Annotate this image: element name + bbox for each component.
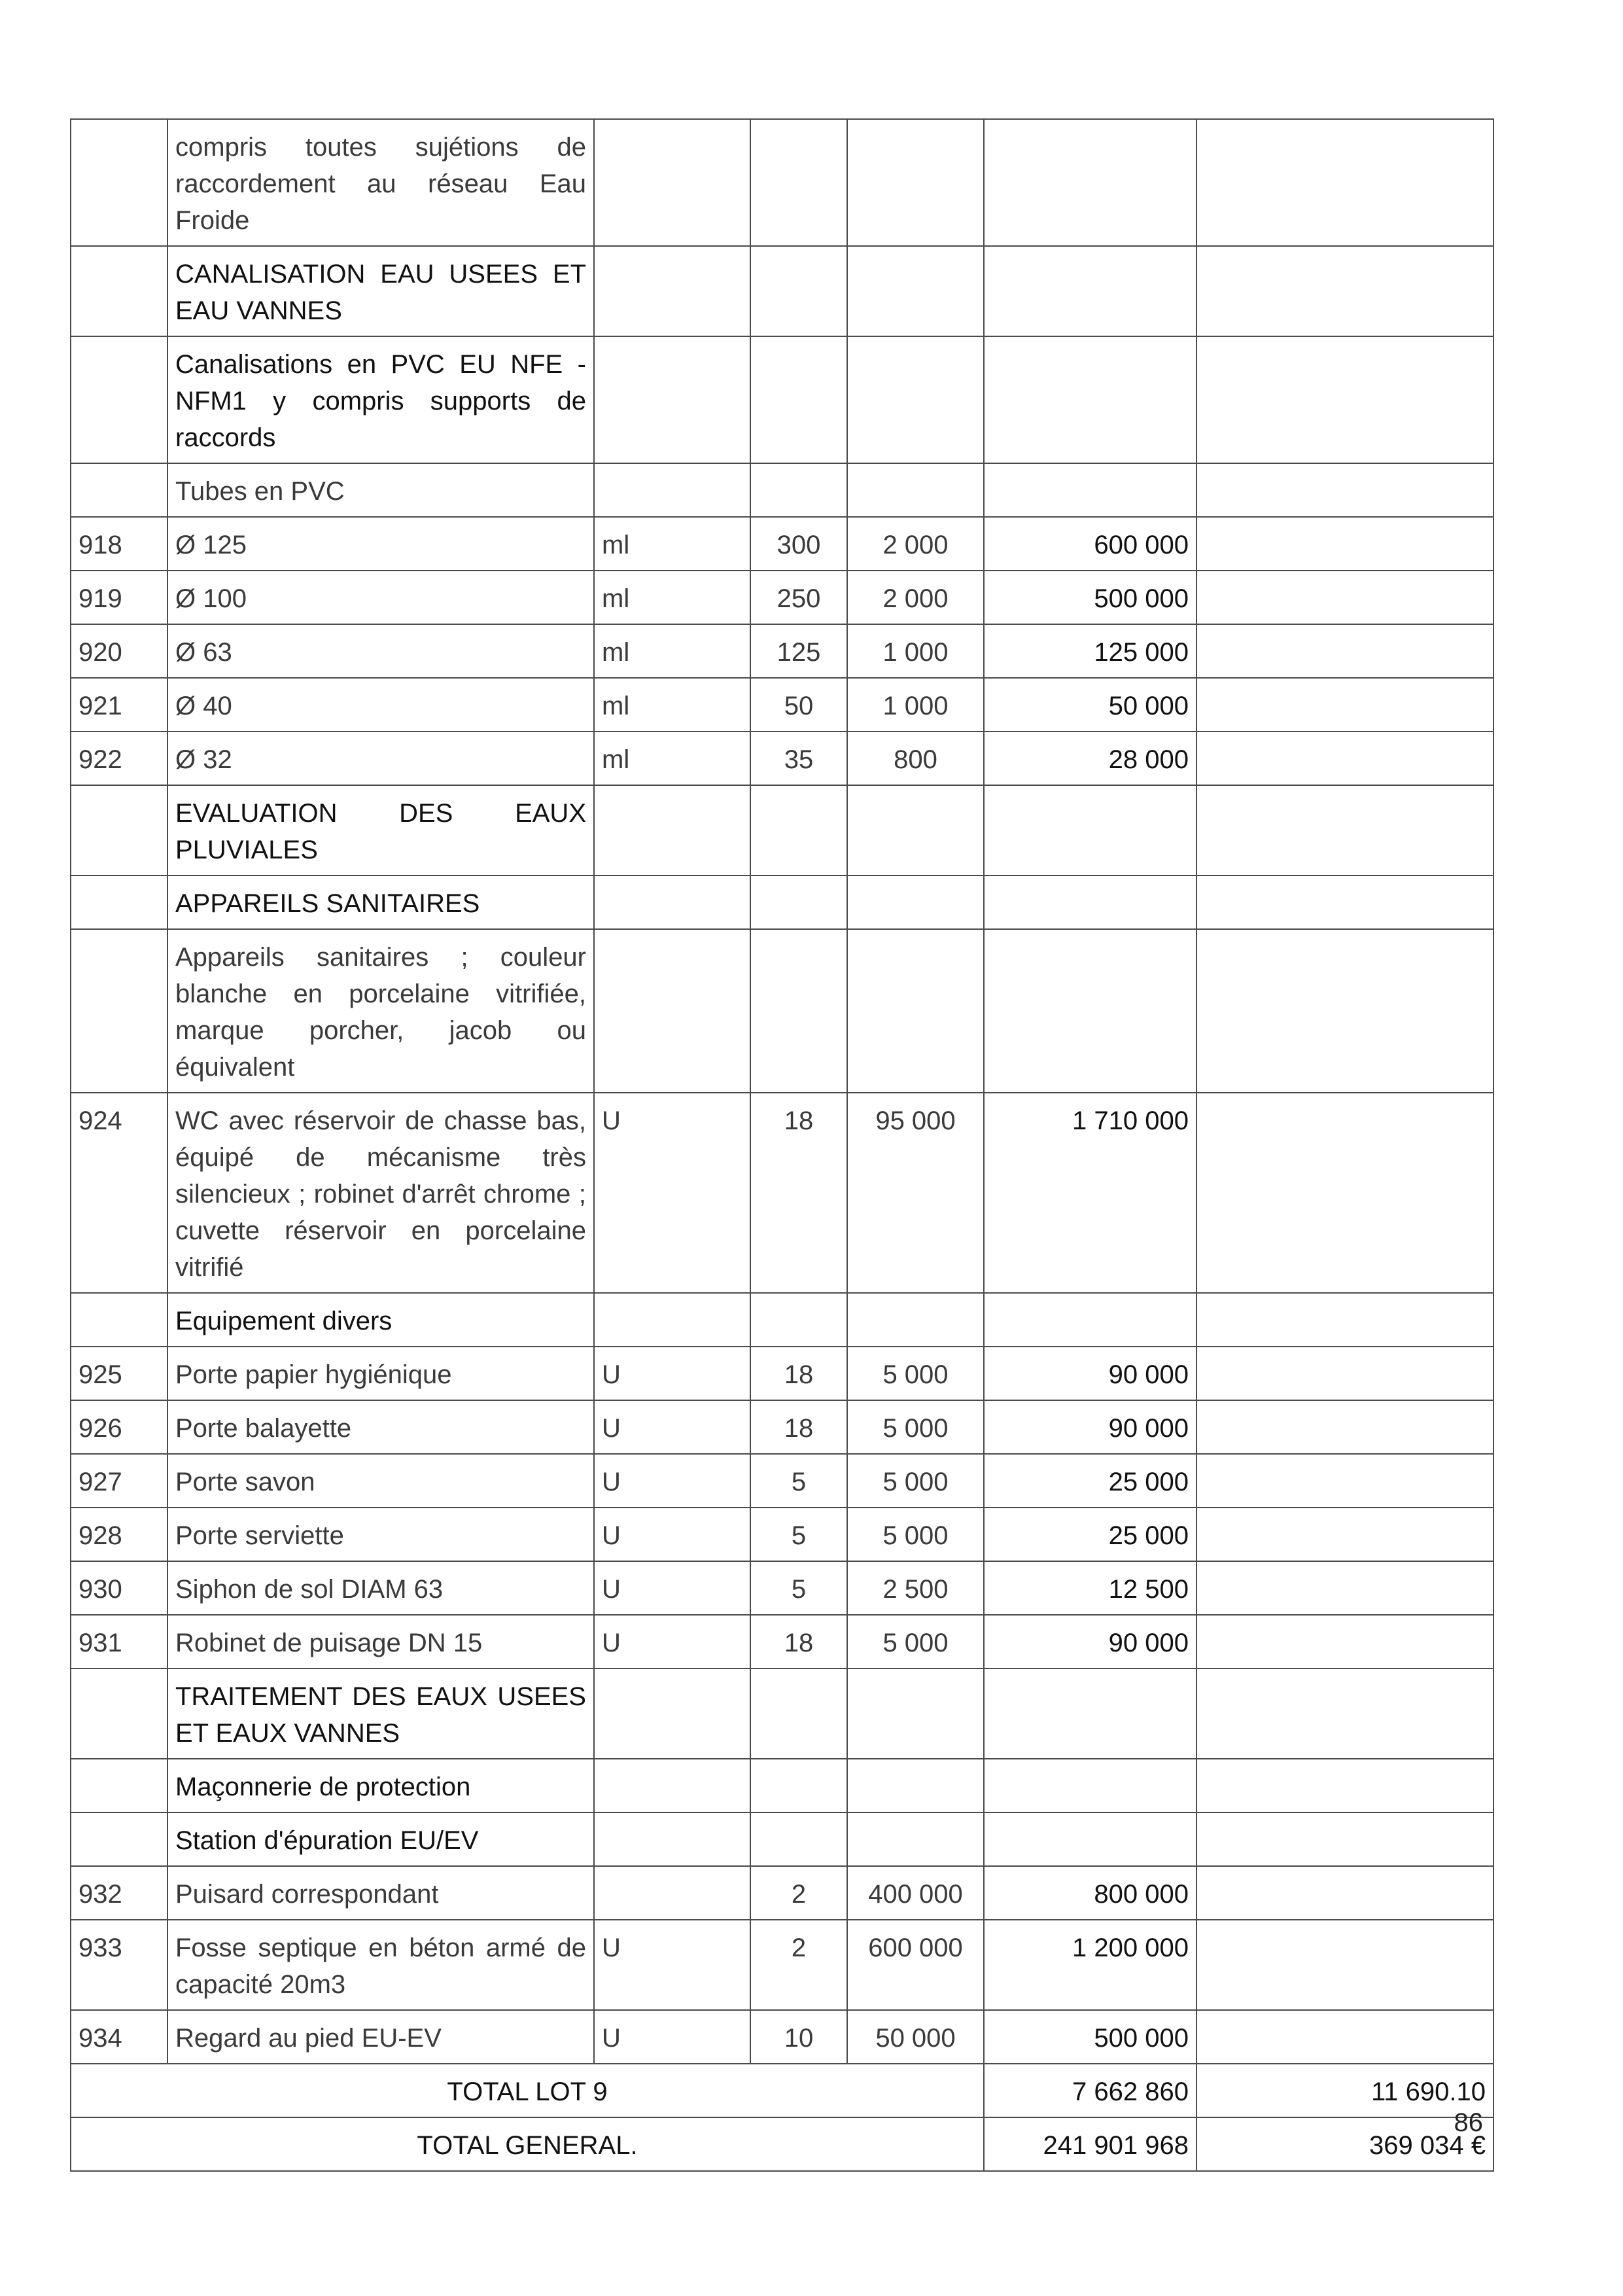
item-quantity: 10 — [750, 2010, 847, 2064]
item-quantity: 50 — [750, 678, 847, 732]
item-number: 933 — [71, 1920, 167, 2010]
item-quantity: 18 — [750, 1400, 847, 1454]
item-description: compris toutes sujétions de raccordement au réseau Eau Froide — [167, 119, 594, 246]
item-amount-euro — [1196, 246, 1493, 336]
item-amount — [984, 463, 1196, 517]
item-amount-euro — [1196, 732, 1493, 785]
item-amount-euro — [1196, 929, 1493, 1093]
item-number: 922 — [71, 732, 167, 785]
item-description: Ø 32 — [167, 732, 594, 785]
table-row — [71, 517, 1493, 571]
item-amount: 28 000 — [984, 732, 1196, 785]
item-unit — [594, 785, 750, 875]
item-description: Maçonnerie de protection — [167, 1759, 594, 1812]
item-amount: 12 500 — [984, 1561, 1196, 1615]
table-body — [71, 119, 1493, 2171]
item-amount-euro — [1196, 1812, 1493, 1866]
item-number — [71, 336, 167, 463]
item-number: 919 — [71, 571, 167, 624]
table-row — [71, 1561, 1493, 1615]
item-unit-price: 5 000 — [847, 1347, 984, 1400]
item-amount: 1 200 000 — [984, 1920, 1196, 2010]
item-amount: 50 000 — [984, 678, 1196, 732]
total-label: TOTAL GENERAL. — [71, 2117, 984, 2171]
item-description: Equipement divers — [167, 1293, 594, 1347]
item-unit-price — [847, 875, 984, 929]
table-row — [71, 1093, 1493, 1293]
total-amount-euro: 11 690.10 — [1196, 2064, 1493, 2117]
item-amount-euro — [1196, 571, 1493, 624]
item-unit-price: 50 000 — [847, 2010, 984, 2064]
item-description: Ø 63 — [167, 624, 594, 678]
table-row — [71, 1508, 1493, 1561]
item-amount: 25 000 — [984, 1454, 1196, 1508]
item-unit — [594, 1812, 750, 1866]
item-amount: 125 000 — [984, 624, 1196, 678]
item-unit: U — [594, 1615, 750, 1669]
item-unit-price — [847, 336, 984, 463]
item-quantity — [750, 463, 847, 517]
item-quantity: 18 — [750, 1615, 847, 1669]
item-quantity — [750, 875, 847, 929]
item-amount — [984, 119, 1196, 246]
table-row — [71, 1920, 1493, 2010]
item-amount: 800 000 — [984, 1866, 1196, 1920]
item-description: Porte serviette — [167, 1508, 594, 1561]
item-quantity — [750, 119, 847, 246]
table-row — [71, 929, 1493, 1093]
item-amount — [984, 929, 1196, 1093]
item-unit-price: 1 000 — [847, 624, 984, 678]
item-number — [71, 1293, 167, 1347]
item-amount-euro — [1196, 1347, 1493, 1400]
item-description: CANALISATION EAU USEES ET EAU VANNES — [167, 246, 594, 336]
item-unit: ml — [594, 571, 750, 624]
total-row — [71, 2064, 1493, 2117]
table-row — [71, 2010, 1493, 2064]
item-quantity: 5 — [750, 1561, 847, 1615]
item-amount-euro — [1196, 336, 1493, 463]
item-unit: U — [594, 1508, 750, 1561]
item-amount — [984, 1812, 1196, 1866]
item-description: Porte balayette — [167, 1400, 594, 1454]
item-description: Siphon de sol DIAM 63 — [167, 1561, 594, 1615]
item-amount — [984, 875, 1196, 929]
item-amount-euro — [1196, 1866, 1493, 1920]
item-number: 925 — [71, 1347, 167, 1400]
item-number — [71, 246, 167, 336]
item-amount-euro — [1196, 624, 1493, 678]
table-row — [71, 1866, 1493, 1920]
item-quantity — [750, 1759, 847, 1812]
table-row — [71, 246, 1493, 336]
table-row — [71, 571, 1493, 624]
item-amount-euro — [1196, 1093, 1493, 1293]
item-amount — [984, 1669, 1196, 1759]
table-row — [71, 1812, 1493, 1866]
item-quantity — [750, 1812, 847, 1866]
table-row — [71, 1615, 1493, 1669]
item-unit-price: 2 000 — [847, 517, 984, 571]
item-unit: U — [594, 1400, 750, 1454]
item-amount-euro — [1196, 1561, 1493, 1615]
item-description: Tubes en PVC — [167, 463, 594, 517]
item-quantity: 300 — [750, 517, 847, 571]
item-number — [71, 1759, 167, 1812]
item-unit: U — [594, 1347, 750, 1400]
item-number — [71, 1669, 167, 1759]
item-unit — [594, 463, 750, 517]
item-unit: U — [594, 2010, 750, 2064]
item-quantity — [750, 929, 847, 1093]
item-amount: 90 000 — [984, 1615, 1196, 1669]
item-unit-price: 400 000 — [847, 1866, 984, 1920]
item-unit-price — [847, 1759, 984, 1812]
item-unit — [594, 336, 750, 463]
item-amount: 25 000 — [984, 1508, 1196, 1561]
item-unit: U — [594, 1454, 750, 1508]
item-description: WC avec réservoir de chasse bas, équipé de mécanisme très silencieux ; robinet d'arrêt chrome ; cuvette réservoir en porcelaine vitrifié — [167, 1093, 594, 1293]
item-unit — [594, 929, 750, 1093]
table-row — [71, 336, 1493, 463]
item-amount — [984, 246, 1196, 336]
item-amount-euro — [1196, 517, 1493, 571]
item-number: 930 — [71, 1561, 167, 1615]
total-amount: 241 901 968 — [984, 2117, 1196, 2171]
item-amount: 600 000 — [984, 517, 1196, 571]
item-number: 924 — [71, 1093, 167, 1293]
item-amount-euro — [1196, 1508, 1493, 1561]
item-unit-price: 2 500 — [847, 1561, 984, 1615]
item-number — [71, 119, 167, 246]
item-amount: 90 000 — [984, 1400, 1196, 1454]
item-unit-price — [847, 1293, 984, 1347]
item-number: 926 — [71, 1400, 167, 1454]
item-amount — [984, 1759, 1196, 1812]
item-unit-price: 1 000 — [847, 678, 984, 732]
item-unit-price: 5 000 — [847, 1508, 984, 1561]
item-quantity — [750, 1669, 847, 1759]
item-amount — [984, 336, 1196, 463]
item-description: Ø 100 — [167, 571, 594, 624]
item-unit-price — [847, 929, 984, 1093]
table-row — [71, 785, 1493, 875]
item-unit-price — [847, 785, 984, 875]
item-description: Robinet de puisage DN 15 — [167, 1615, 594, 1669]
item-number — [71, 463, 167, 517]
item-quantity — [750, 1293, 847, 1347]
item-number: 918 — [71, 517, 167, 571]
item-quantity — [750, 785, 847, 875]
table-row — [71, 1759, 1493, 1812]
total-label: TOTAL LOT 9 — [71, 2064, 984, 2117]
item-unit-price: 5 000 — [847, 1615, 984, 1669]
table-row — [71, 732, 1493, 785]
item-amount-euro — [1196, 1615, 1493, 1669]
table-row — [71, 463, 1493, 517]
item-number — [71, 875, 167, 929]
item-amount — [984, 1293, 1196, 1347]
item-amount-euro — [1196, 463, 1493, 517]
item-unit-price: 600 000 — [847, 1920, 984, 2010]
item-unit-price: 95 000 — [847, 1093, 984, 1293]
table-row — [71, 1347, 1493, 1400]
item-amount-euro — [1196, 1454, 1493, 1508]
item-description: Puisard correspondant — [167, 1866, 594, 1920]
total-amount-euro: 369 034 € — [1196, 2117, 1493, 2171]
total-row — [71, 2117, 1493, 2171]
item-unit-price — [847, 246, 984, 336]
item-number — [71, 929, 167, 1093]
item-quantity: 35 — [750, 732, 847, 785]
total-amount: 7 662 860 — [984, 2064, 1196, 2117]
item-unit — [594, 119, 750, 246]
item-amount-euro — [1196, 678, 1493, 732]
item-unit-price — [847, 1669, 984, 1759]
item-amount-euro — [1196, 119, 1493, 246]
item-description: Canalisations en PVC EU NFE - NFM1 y compris supports de raccords — [167, 336, 594, 463]
item-unit — [594, 1866, 750, 1920]
item-unit — [594, 1759, 750, 1812]
item-number: 932 — [71, 1866, 167, 1920]
item-unit-price — [847, 1812, 984, 1866]
table-row — [71, 1669, 1493, 1759]
item-unit: ml — [594, 517, 750, 571]
item-unit — [594, 875, 750, 929]
item-unit — [594, 1293, 750, 1347]
item-amount-euro — [1196, 785, 1493, 875]
item-quantity: 18 — [750, 1093, 847, 1293]
table-row — [71, 678, 1493, 732]
item-number: 934 — [71, 2010, 167, 2064]
item-quantity: 2 — [750, 1920, 847, 2010]
item-description: Porte papier hygiénique — [167, 1347, 594, 1400]
item-description: Regard au pied EU-EV — [167, 2010, 594, 2064]
item-number — [71, 1812, 167, 1866]
item-amount-euro — [1196, 875, 1493, 929]
item-amount-euro — [1196, 2010, 1493, 2064]
item-amount — [984, 785, 1196, 875]
item-number: 927 — [71, 1454, 167, 1508]
item-quantity — [750, 336, 847, 463]
item-amount-euro — [1196, 1400, 1493, 1454]
item-amount: 90 000 — [984, 1347, 1196, 1400]
item-description: APPAREILS SANITAIRES — [167, 875, 594, 929]
item-quantity — [750, 246, 847, 336]
item-unit: U — [594, 1920, 750, 2010]
item-description: EVALUATION DES EAUX PLUVIALES — [167, 785, 594, 875]
item-amount: 500 000 — [984, 2010, 1196, 2064]
item-amount-euro — [1196, 1669, 1493, 1759]
item-description: Porte savon — [167, 1454, 594, 1508]
item-unit-price: 5 000 — [847, 1454, 984, 1508]
item-unit: U — [594, 1093, 750, 1293]
item-quantity: 250 — [750, 571, 847, 624]
item-amount-euro — [1196, 1293, 1493, 1347]
item-unit — [594, 1669, 750, 1759]
item-number: 931 — [71, 1615, 167, 1669]
item-description: TRAITEMENT DES EAUX USEES ET EAUX VANNES — [167, 1669, 594, 1759]
item-number: 928 — [71, 1508, 167, 1561]
item-amount: 500 000 — [984, 571, 1196, 624]
item-unit: U — [594, 1561, 750, 1615]
item-number — [71, 785, 167, 875]
item-description: Ø 125 — [167, 517, 594, 571]
item-quantity: 125 — [750, 624, 847, 678]
item-description: Appareils sanitaires ; couleur blanche en porcelaine vitrifiée, marque porcher, jacob ou équivalent — [167, 929, 594, 1093]
item-description: Station d'épuration EU/EV — [167, 1812, 594, 1866]
bill-of-quantities-table — [70, 118, 1494, 2172]
table-row — [71, 1293, 1493, 1347]
item-description: Ø 40 — [167, 678, 594, 732]
item-number: 920 — [71, 624, 167, 678]
item-description: Fosse septique en béton armé de capacité 20m3 — [167, 1920, 594, 2010]
item-number: 921 — [71, 678, 167, 732]
item-amount-euro — [1196, 1759, 1493, 1812]
table-row — [71, 1454, 1493, 1508]
item-quantity: 5 — [750, 1454, 847, 1508]
item-unit: ml — [594, 624, 750, 678]
item-unit-price: 2 000 — [847, 571, 984, 624]
item-quantity: 5 — [750, 1508, 847, 1561]
item-unit — [594, 246, 750, 336]
item-unit: ml — [594, 678, 750, 732]
item-unit-price — [847, 463, 984, 517]
table-row — [71, 624, 1493, 678]
item-quantity: 2 — [750, 1866, 847, 1920]
item-unit-price — [847, 119, 984, 246]
table-row — [71, 875, 1493, 929]
item-unit: ml — [594, 732, 750, 785]
table-row — [71, 119, 1493, 246]
item-amount: 1 710 000 — [984, 1093, 1196, 1293]
table-row — [71, 1400, 1493, 1454]
item-unit-price: 5 000 — [847, 1400, 984, 1454]
item-unit-price: 800 — [847, 732, 984, 785]
item-quantity: 18 — [750, 1347, 847, 1400]
item-amount-euro — [1196, 1920, 1493, 2010]
page-number: 86 — [1454, 2108, 1483, 2137]
